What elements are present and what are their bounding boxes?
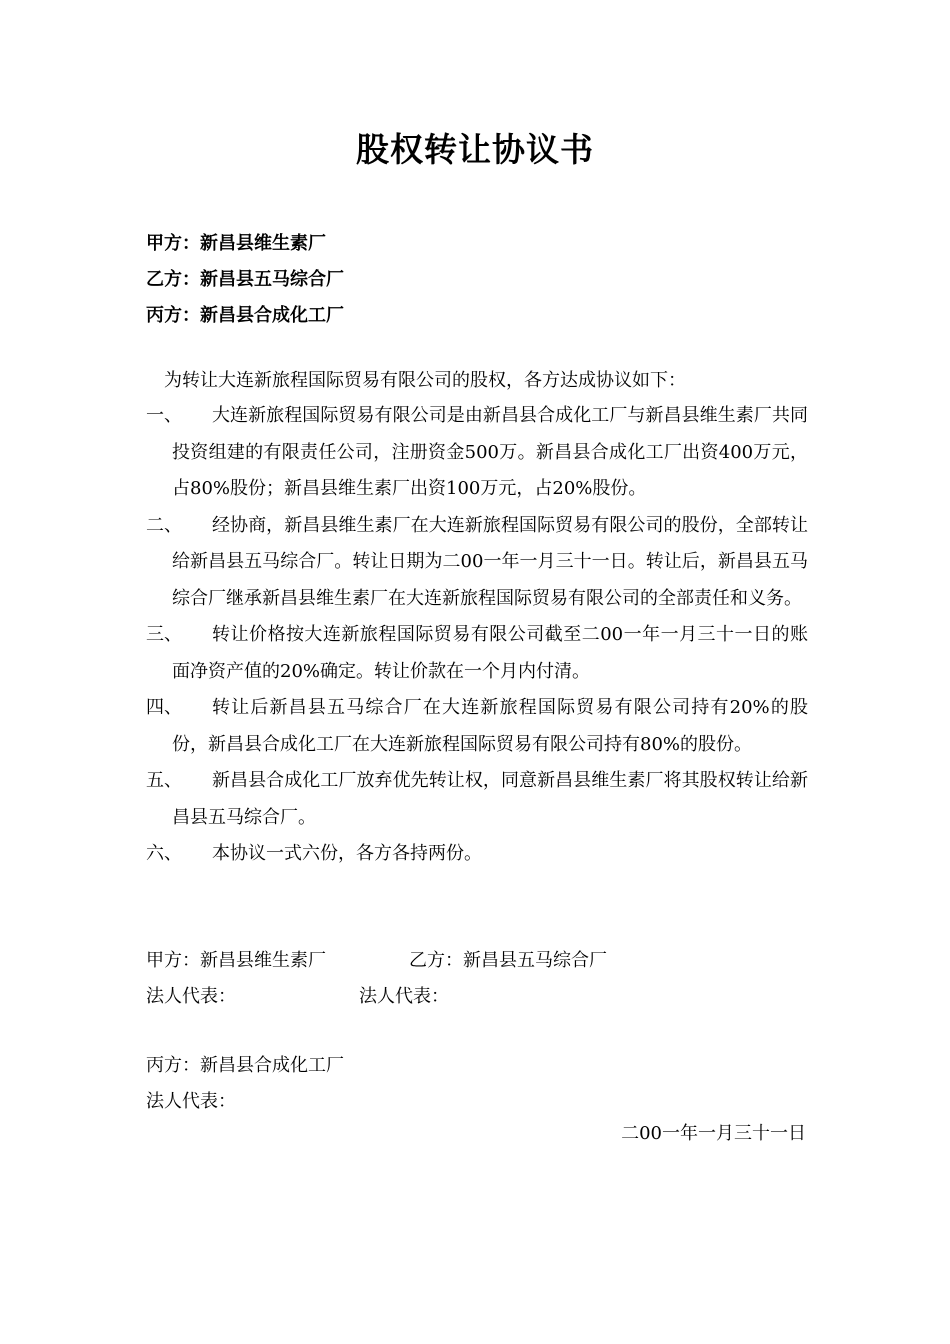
signature-rep-a: 法人代表： [146, 986, 236, 1007]
clause-2 [146, 508, 808, 618]
clause-number: 四、 [146, 697, 182, 718]
clause-number: 五、 [146, 770, 182, 791]
clause-text: 转让价格按大连新旅程国际贸易有限公司截至二00一年一月三十一日的账面净资产值的20%确定。转让价款在一个月内付清。 [172, 624, 808, 682]
clauses-list [146, 398, 808, 873]
signature-rep-c: 法人代表： [146, 1091, 236, 1112]
clause-number: 二、 [146, 514, 182, 536]
clause-4 [146, 690, 808, 763]
signature-block-ab [146, 943, 806, 1015]
signature-block-c [146, 1048, 806, 1120]
clause-1 [146, 398, 808, 508]
agreement-date: 二00一年一月三十一日 [621, 1123, 806, 1144]
intro-paragraph: 为转让大连新旅程国际贸易有限公司的股权，各方达成协议如下： [164, 370, 686, 391]
clause-5 [146, 763, 808, 836]
parties-list [146, 226, 806, 334]
signature-party-row [146, 943, 806, 979]
clause-text: 大连新旅程国际贸易有限公司是由新昌县合成化工厂与新昌县维生素厂共同投资组建的有限责任公司，注册资金500万。新昌县合成化工厂出资400万元，占80%股份；新昌县维生素厂出资100万元，占20%股份。 [172, 405, 808, 499]
clause-text: 经协商，新昌县维生素厂在大连新旅程国际贸易有限公司的股份，全部转让给新昌县五马综合厂。转让日期为二00一年一月三十一日。转让后，新昌县五马综合厂继承新昌县维生素厂在大连新旅程国际贸易有限公司的全部责任和义务。 [172, 514, 808, 609]
signature-rep-row [146, 979, 806, 1015]
clause-3 [146, 617, 808, 690]
signature-party-a: 甲方：新昌县维生素厂 [146, 950, 326, 971]
party-b-line: 乙方：新昌县五马综合厂 [146, 269, 344, 290]
clause-number: 六、 [146, 843, 182, 864]
signature-party-b: 乙方：新昌县五马综合厂 [409, 950, 607, 971]
party-c-line: 丙方：新昌县合成化工厂 [146, 305, 344, 326]
signature-party-c: 丙方：新昌县合成化工厂 [146, 1055, 344, 1076]
clause-text: 本协议一式六份，各方各持两份。 [212, 843, 482, 864]
clause-number: 三、 [146, 624, 182, 645]
party-a-line: 甲方：新昌县维生素厂 [146, 233, 326, 254]
signature-rep-b: 法人代表： [359, 986, 449, 1007]
clause-text: 新昌县合成化工厂放弃优先转让权，同意新昌县维生素厂将其股权转让给新昌县五马综合厂。 [172, 770, 808, 828]
document-title: 股权转让协议书 [356, 130, 594, 169]
clause-6 [146, 836, 808, 873]
clause-number: 一、 [146, 405, 182, 426]
clause-text: 转让后新昌县五马综合厂在大连新旅程国际贸易有限公司持有20%的股份，新昌县合成化工厂在大连新旅程国际贸易有限公司持有80%的股份。 [172, 697, 808, 755]
